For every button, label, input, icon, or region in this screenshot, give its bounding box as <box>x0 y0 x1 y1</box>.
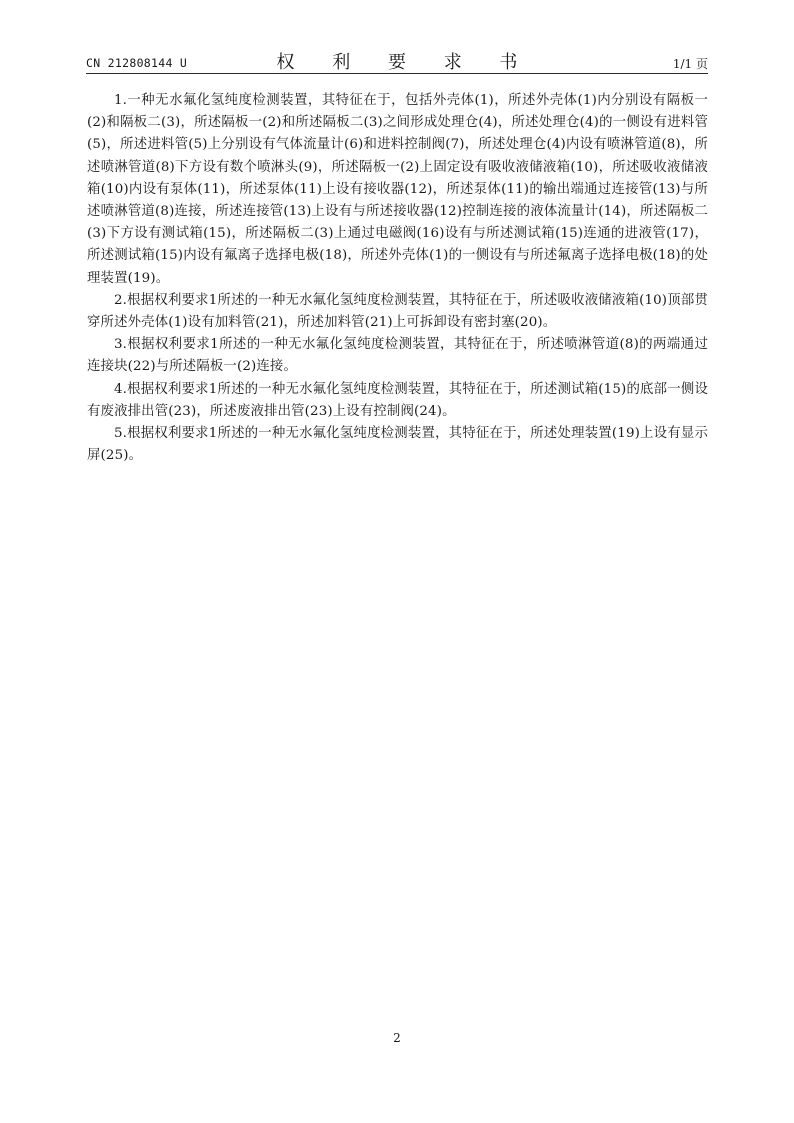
claim-3: 3.根据权利要求1所述的一种无水氟化氢纯度检测装置，其特征在于，所述喷淋管道(8)的两端通过连接块(22)与所述隔板一(2)连接。 <box>87 337 708 375</box>
page-header <box>86 44 708 74</box>
header-divider <box>86 73 708 74</box>
claim-5: 5.根据权利要求1所述的一种无水氟化氢纯度检测装置，其特征在于，所述处理装置(19)上设有显示屏(25)。 <box>87 426 708 464</box>
claims-body <box>87 90 708 467</box>
document-title: 权 利 要 求 书 <box>276 52 534 73</box>
claim-2: 2.根据权利要求1所述的一种无水氟化氢纯度检测装置，其特征在于，所述吸收液储液箱(10)顶部贯穿所述外壳体(1)设有加料管(21)，所述加料管(21)上可拆卸设有密封塞(20)。 <box>87 292 708 331</box>
page-indicator: 1/1 页 <box>672 57 708 71</box>
claim-4: 4.根据权利要求1所述的一种无水氟化氢纯度检测装置，其特征在于，所述测试箱(15)的底部一侧设有废液排出管(23)，所述废液排出管(23)上设有控制阀(24)。 <box>87 381 708 419</box>
publication-number: CN 212808144 U <box>86 56 188 70</box>
claim-1: 1.一种无水氟化氢纯度检测装置，其特征在于，包括外壳体(1)，所述外壳体(1)内分别设有隔板一(2)和隔板二(3)，所述隔板一(2)和所述隔板二(3)之间形成处理仓(4)，所述处理仓(4)的一侧设有进料管(5)，所述进料管(5)上分别设有气体流量计(6)和进料控制阀(7)，所述处理仓(4)内设有喷淋管道(8)，所述喷淋管道(8)下方设有数个喷淋头(9)，所述隔板一(2)上固定设有吸收液储液箱(10)，所述吸收液储液箱(10)内设有泵体(11)，所述泵体(11)上设有接收器(12)，所述泵体(11)的输出端通过连接管(13)与所述喷淋管道(8)连接，所述连接管(13)上设有与所述接收器(12)控制连接的液体流量计(14)，所述隔板二(3)下方设有测试箱(15)，所述隔板二(3)上通过电磁阀(16)设有与所述测试箱(15)连通的进液管(17)，所述测试箱(15)内设有氟离子选择电极(18)，所述外壳体(1)的一侧设有与所述氟离子选择电极(18)的处理装置(19)。 <box>87 93 708 286</box>
page-number: 2 <box>393 1031 401 1045</box>
